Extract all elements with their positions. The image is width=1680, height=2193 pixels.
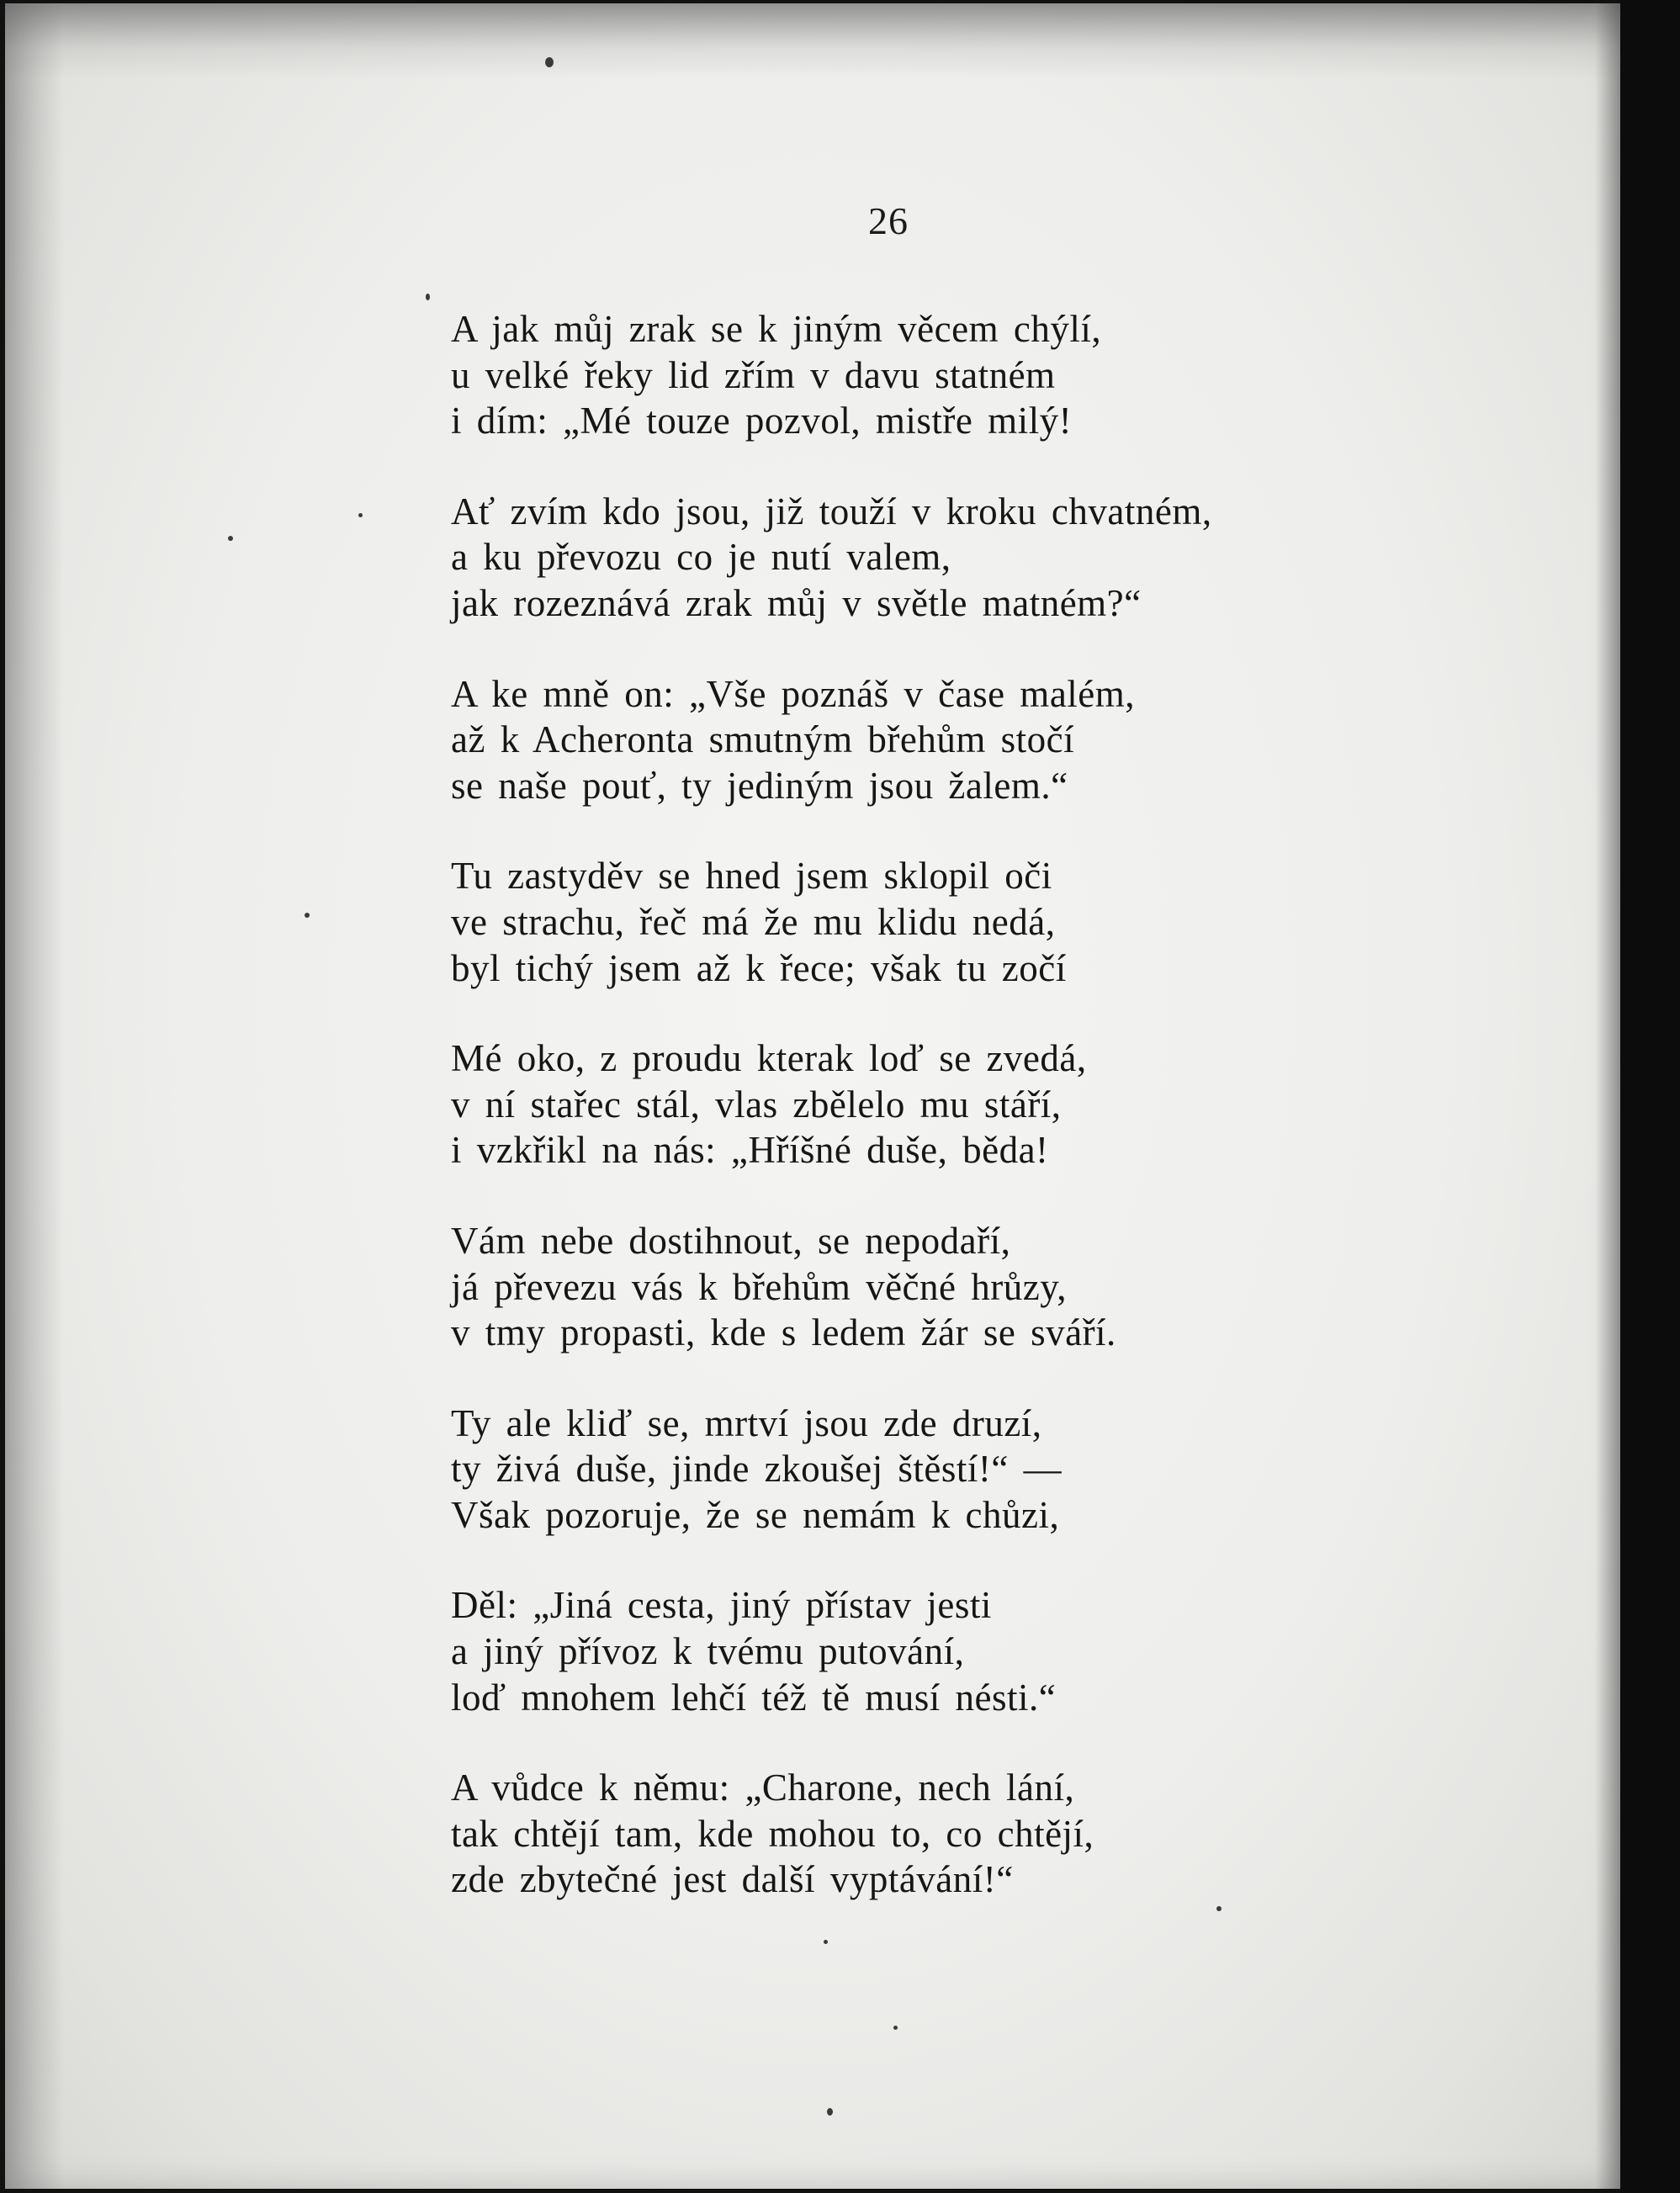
poem-line: až k Acheronta smutným břehům stočí [451,718,1075,761]
poem-text [451,306,1511,1947]
scanner-background-edge [1620,0,1680,2193]
stanza [451,1582,1511,1720]
poem-line: Mé oko, z proudu kterak loď se zvedá, [451,1037,1087,1080]
scan-speck [358,513,363,517]
poem-line: Tu zastyděv se hned jsem sklopil oči [451,855,1052,898]
poem-line: i dím: „Mé touze pozvol, mistře milý! [451,400,1073,442]
scan-speck [827,2108,833,2116]
poem-line: já převezu vás k břehům věčné hrůzy, [451,1265,1068,1308]
poem-line: u velké řeky lid zřím v davu statném [451,353,1056,396]
stanza [451,1401,1511,1539]
scan-speck [893,2026,898,2030]
stanza [451,1218,1511,1356]
poem-line: zde zbytečné jest další vyptávání!“ [451,1858,1014,1901]
poem-line: v tmy propasti, kde s ledem žár se sváří. [451,1311,1116,1354]
right-edge-shadow [1595,3,1620,2189]
poem-line: Děl: „Jiná cesta, jiný přístav jesti [451,1584,992,1627]
stanza [451,489,1511,627]
page-number: 26 [868,199,909,242]
poem-line: Ať zvím kdo jsou, již touží v kroku chvatném, [451,490,1212,532]
paper-sheet [5,3,1620,2189]
scan-speck [545,57,554,67]
poem-line: jak rozeznává zrak můj v světle matném?“ [451,581,1142,624]
poem-line: tak chtějí tam, kde mohou to, co chtějí, [451,1812,1094,1855]
poem-line: Ty ale kliď se, mrtví jsou zde druzí, [451,1401,1042,1444]
poem-line: byl tichý jsem až k řece; však tu zočí [451,946,1067,989]
poem-line: loď mnohem lehčí též tě musí nésti.“ [451,1676,1057,1719]
scan-speck [426,294,430,300]
poem-line: v ní stařec stál, vlas zbělelo mu stáří, [451,1083,1062,1126]
stanza [451,671,1511,809]
poem-line: ve strachu, řeč má že mu klidu nedá, [451,900,1056,943]
top-edge-shadow [5,3,1620,79]
poem-line: A vůdce k němu: „Charone, nech lání, [451,1767,1075,1809]
poem-line: a jiný přívoz k tvému putování, [451,1630,965,1673]
poem-line: i vzkřikl na nás: „Hříšné duše, běda! [451,1129,1049,1172]
stanza [451,1765,1511,1903]
poem-line: Vám nebe dostihnout, se nepodaří, [451,1219,1011,1262]
poem-line: A ke mně on: „Vše poznáš v čase malém, [451,672,1136,715]
left-edge-shadow [5,3,64,2189]
poem-line: Však pozoruje, že se nemám k chůzi, [451,1493,1060,1536]
scan-speck [305,913,310,918]
stanza [451,306,1511,444]
poem-line: A jak můj zrak se k jiným věcem chýlí, [451,308,1102,350]
stanza [451,1036,1511,1173]
poem-line: ty živá duše, jinde zkoušej štěstí!“ — [451,1448,1063,1491]
stanza [451,853,1511,991]
poem-line: se naše pouť, ty jediným jsou žalem.“ [451,764,1068,807]
scan-speck [228,536,233,541]
poem-line: a ku převozu co je nutí valem, [451,536,951,579]
